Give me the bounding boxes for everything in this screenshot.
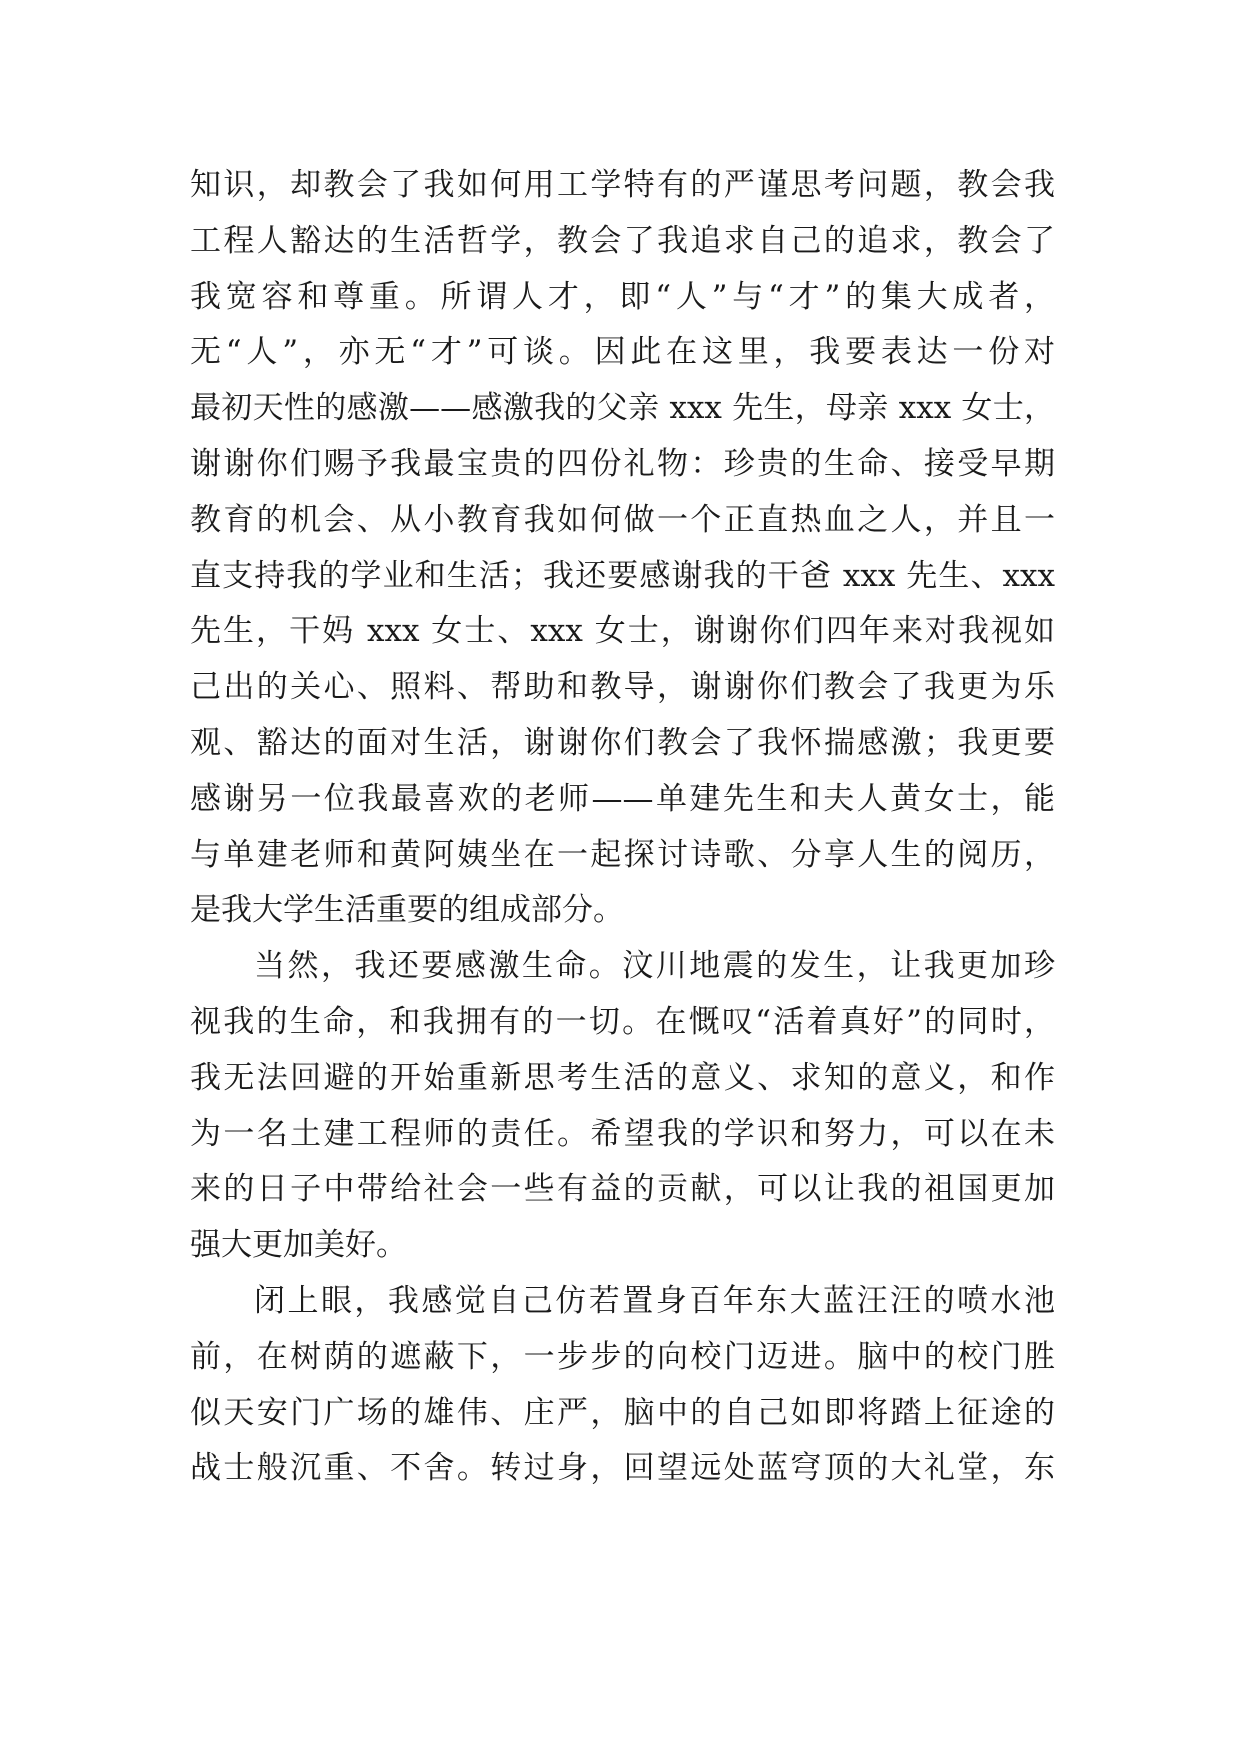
text-line: 己出的关心、照料、帮助和教导，谢谢你们教会了我更为乐 — [190, 669, 1055, 706]
paragraph — [190, 158, 1055, 939]
paragraph — [190, 939, 1055, 1274]
text-line: 我无法回避的开始重新思考生活的意义、求知的意义，和作 — [190, 1059, 1055, 1096]
text-line: 我宽容和尊重。所谓人才，即“人”与“才”的集大成者， — [190, 278, 1055, 315]
text-line: 前，在树荫的遮蔽下，一步步的向校门迈进。脑中的校门胜 — [190, 1338, 1055, 1375]
text-line: 闭上眼，我感觉自己仿若置身百年东大蓝汪汪的喷水池 — [254, 1282, 1055, 1319]
text-line: 先生，干妈 xxx 女士、xxx 女士，谢谢你们四年来对我视如 — [190, 613, 1055, 650]
text-line: 感谢另一位我最喜欢的老师——单建先生和夫人黄女士，能 — [190, 780, 1055, 817]
text-line: 观、豁达的面对生活，谢谢你们教会了我怀揣感激；我更要 — [190, 724, 1055, 761]
text-line: 当然，我还要感激生命。汶川地震的发生，让我更加珍 — [254, 948, 1055, 985]
text-line: 为一名土建工程师的责任。希望我的学识和努力，可以在未 — [190, 1115, 1055, 1152]
text-line: 视我的生命，和我拥有的一切。在慨叹“活着真好”的同时， — [190, 1003, 1055, 1040]
text-line: 与单建老师和黄阿姨坐在一起探讨诗歌、分享人生的阅历， — [190, 836, 1055, 873]
text-line: 直支持我的学业和生活；我还要感谢我的干爸 xxx 先生、xxx — [190, 557, 1055, 594]
text-line: 教育的机会、从小教育我如何做一个正直热血之人，并且一 — [190, 501, 1055, 538]
text-line: 强大更加美好。 — [190, 1227, 407, 1264]
text-line: 知识，却教会了我如何用工学特有的严谨思考问题，教会我 — [190, 167, 1055, 203]
document-body — [190, 158, 1055, 1497]
text-line: 战士般沉重、不舍。转过身，回望远处蓝穹顶的大礼堂，东 — [190, 1450, 1055, 1487]
text-line: 无“人”，亦无“才”可谈。因此在这里，我要表达一份对 — [190, 334, 1055, 371]
text-line: 工程人豁达的生活哲学，教会了我追求自己的追求，教会了 — [190, 222, 1055, 259]
text-line: 最初天性的感激——感激我的父亲 xxx 先生，母亲 xxx 女士， — [190, 390, 1055, 427]
text-line: 似天安门广场的雄伟、庄严，脑中的自己如即将踏上征途的 — [190, 1394, 1055, 1431]
text-line: 来的日子中带给社会一些有益的贡献，可以让我的祖国更加 — [190, 1171, 1055, 1208]
paragraph — [190, 1274, 1055, 1497]
text-line: 谢谢你们赐予我最宝贵的四份礼物：珍贵的生命、接受早期 — [190, 445, 1055, 482]
text-line: 是我大学生活重要的组成部分。 — [190, 892, 624, 929]
